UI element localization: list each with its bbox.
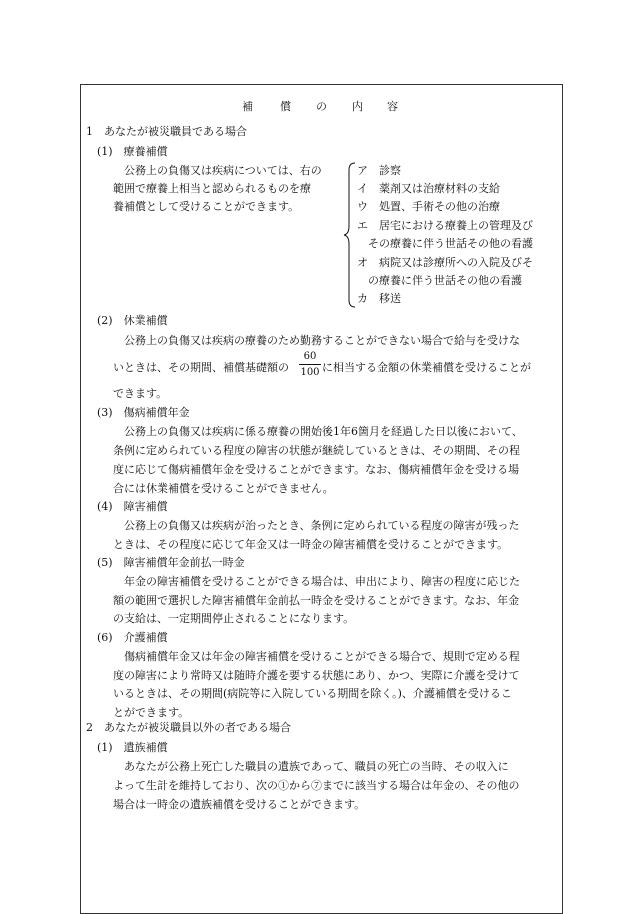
lump-sum-advance-heading: (5) 障害補償年金前払一時金 (97, 556, 245, 569)
leave-compensation-line: できます。 (113, 387, 168, 400)
fraction-denominator: 100 (300, 367, 320, 378)
disability-compensation-line: ときは、その程度に応じて年金又は一時金の障害補償を受けることができます。 (113, 538, 509, 551)
leave-compensation-line: に相当する金額の休業補償を受けることが (322, 361, 531, 374)
section-1-heading: 1 あなたが被災職員である場合 (86, 125, 247, 138)
survivor-compensation-line: あなたが公務上死亡した職員の遺族であって、職員の死亡の当時、その収入に (124, 760, 509, 773)
medical-care-list-item: エ 居宅における療養上の管理及び (357, 219, 533, 232)
brace-bracket (343, 162, 357, 308)
survivor-compensation-line: よって生計を維持しており、次の①から⑦までに該当する場合は年金の、その他の (113, 779, 520, 792)
nursing-care-line: とができます。 (113, 706, 190, 719)
medical-care-line: 公務上の負傷又は疾病については、右の (124, 164, 322, 177)
title-char: 補 (242, 100, 253, 113)
medical-care-line: 範囲で療養上相当と認められるものを療 (113, 182, 311, 195)
nursing-care-line: 度の障害により常時又は随時介護を要する状態にあり、かつ、実際に介護を受けて (113, 669, 520, 682)
injury-pension-line: 合には休業補償を受けることができません。 (113, 482, 334, 495)
medical-care-list-item: その療養に伴う世話その他の看護 (357, 237, 533, 250)
lump-sum-advance-line: 年金の障害補償を受けることができる場合は、申出により、障害の程度に応じた (124, 575, 520, 588)
leave-compensation-heading: (2) 休業補償 (97, 314, 168, 327)
medical-care-list-item: イ 薬剤又は治療材料の支給 (357, 182, 500, 195)
nursing-care-line: 傷病補償年金又は年金の障害補償を受けることができる場合で、規則で定める程 (124, 650, 520, 663)
medical-care-list-item: ウ 処置、手術その他の治療 (357, 200, 500, 213)
medical-care-list-item: ア 診察 (357, 164, 401, 177)
injury-pension-line: 公務上の負傷又は疾病に係る療養の開始後1年6箇月を経過した日以後において、 (124, 425, 523, 438)
disability-compensation-line: 公務上の負傷又は疾病が治ったとき、条例に定められている程度の障害が残った (124, 519, 520, 532)
survivor-compensation-line: 場合は一時金の遺族補償を受けることができます。 (113, 798, 366, 811)
nursing-care-line: いるときは、その期間(病院等に入院している期間を除く。)、介護補償を受けるこ (113, 687, 512, 700)
medical-care-list-item: オ 病院又は診療所への入院及びそ (357, 256, 533, 269)
fraction-numerator: 60 (303, 351, 317, 362)
leave-compensation-line: 公務上の負傷又は疾病の療養のため勤務することができない場合で給与を受けな (124, 334, 520, 347)
fraction-bar (299, 364, 321, 365)
lump-sum-advance-line: の支給は、一定期間停止されることになります。 (113, 612, 355, 625)
nursing-care-heading: (6) 介護補償 (97, 631, 168, 644)
injury-pension-line: 度に応じて傷病補償年金を受けることができます。なお、傷病補償年金を受ける場 (113, 463, 520, 476)
medical-care-line: 養補償として受けることができます。 (113, 200, 300, 213)
title-char: の (316, 100, 327, 113)
medical-care-list-item: の療養に伴う世話その他の看護 (357, 274, 522, 287)
disability-compensation-heading: (4) 障害補償 (97, 500, 168, 513)
title-char: 容 (387, 100, 398, 113)
survivor-compensation-heading: (1) 遺族補償 (97, 741, 168, 754)
medical-care-heading: (1) 療養補償 (97, 145, 168, 158)
medical-care-list-item: カ 移送 (357, 292, 401, 305)
fraction-60-100 (299, 351, 321, 378)
injury-pension-line: 条例に定められている程度の障害の状態が継続しているときは、その期間、その程 (113, 444, 520, 457)
title-char: 内 (352, 100, 363, 113)
leave-compensation-line: いときは、その期間、補償基礎額の (113, 361, 289, 374)
section-2-heading: 2 あなたが被災職員以外の者である場合 (86, 721, 291, 734)
lump-sum-advance-line: 額の範囲で選択した障害補償年金前払一時金を受けることができます。なお、年金 (113, 594, 520, 607)
title-char: 償 (280, 100, 291, 113)
injury-pension-heading: (3) 傷病補償年金 (97, 406, 190, 419)
